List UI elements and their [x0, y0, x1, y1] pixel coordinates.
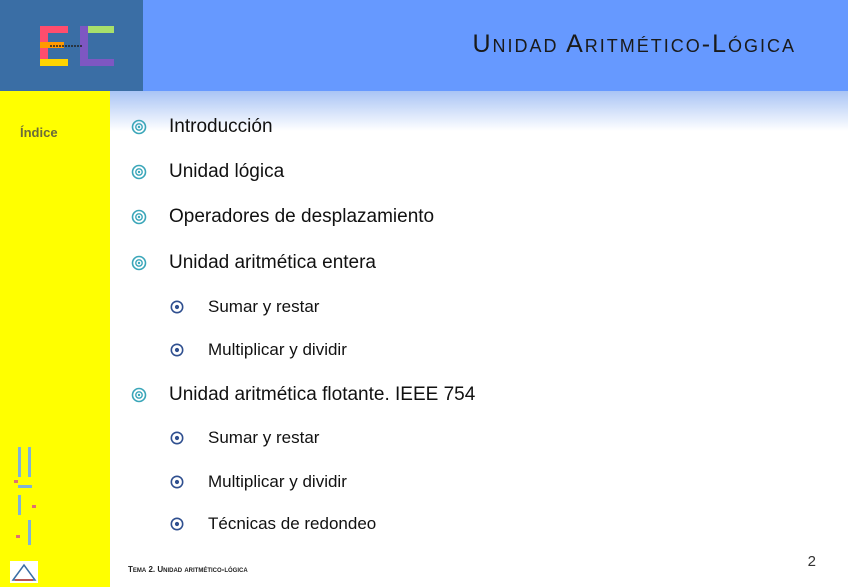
- dot-bullet-icon: [170, 300, 184, 314]
- outline-item: [131, 252, 376, 274]
- outline-item: [170, 472, 347, 492]
- outline-item-label: Sumar y restar: [208, 428, 320, 447]
- slide-title: Unidad Aritmético-Lógica: [472, 30, 796, 58]
- dot-bullet-icon: [170, 475, 184, 489]
- outline-item-label: Introducción: [169, 116, 273, 137]
- outline-item-label: Técnicas de redondeo: [208, 514, 377, 533]
- outline-item: [131, 206, 434, 228]
- dot-bullet-icon: [170, 431, 184, 445]
- target-bullet-icon: [131, 119, 147, 135]
- outline-item: [131, 116, 273, 138]
- dot-bullet-icon: [170, 343, 184, 357]
- datsi-logo-icon: [10, 445, 42, 555]
- target-bullet-icon: [131, 164, 147, 180]
- outline-item-label: Unidad lógica: [169, 161, 285, 182]
- ec-logo-icon: [38, 24, 116, 68]
- logo-box: [0, 0, 143, 91]
- outline-item-label: Operadores de desplazamiento: [169, 206, 435, 227]
- outline-item-label: Unidad aritmética entera: [169, 252, 376, 273]
- outline-item: [170, 514, 376, 534]
- outline-item: [131, 161, 284, 183]
- page-number: 2: [807, 553, 816, 570]
- dot-bullet-icon: [170, 517, 184, 531]
- target-bullet-icon: [131, 387, 147, 403]
- outline-item-label: Sumar y restar: [208, 297, 320, 316]
- outline-item: [170, 428, 319, 448]
- triangle-logo-icon: [10, 561, 38, 583]
- target-bullet-icon: [131, 209, 147, 225]
- outline-item-label: Multiplicar y dividir: [208, 340, 347, 359]
- outline-item-label: Multiplicar y dividir: [208, 472, 347, 491]
- footer-text: Tema 2. Unidad aritmético-lógica: [128, 565, 248, 574]
- outline-item: [170, 340, 347, 360]
- target-bullet-icon: [131, 255, 147, 271]
- sidebar-index-label: Índice: [20, 125, 58, 140]
- outline-item: [131, 384, 475, 406]
- outline-item: [170, 297, 319, 317]
- outline-item-label: Unidad aritmética flotante. IEEE 754: [169, 384, 476, 405]
